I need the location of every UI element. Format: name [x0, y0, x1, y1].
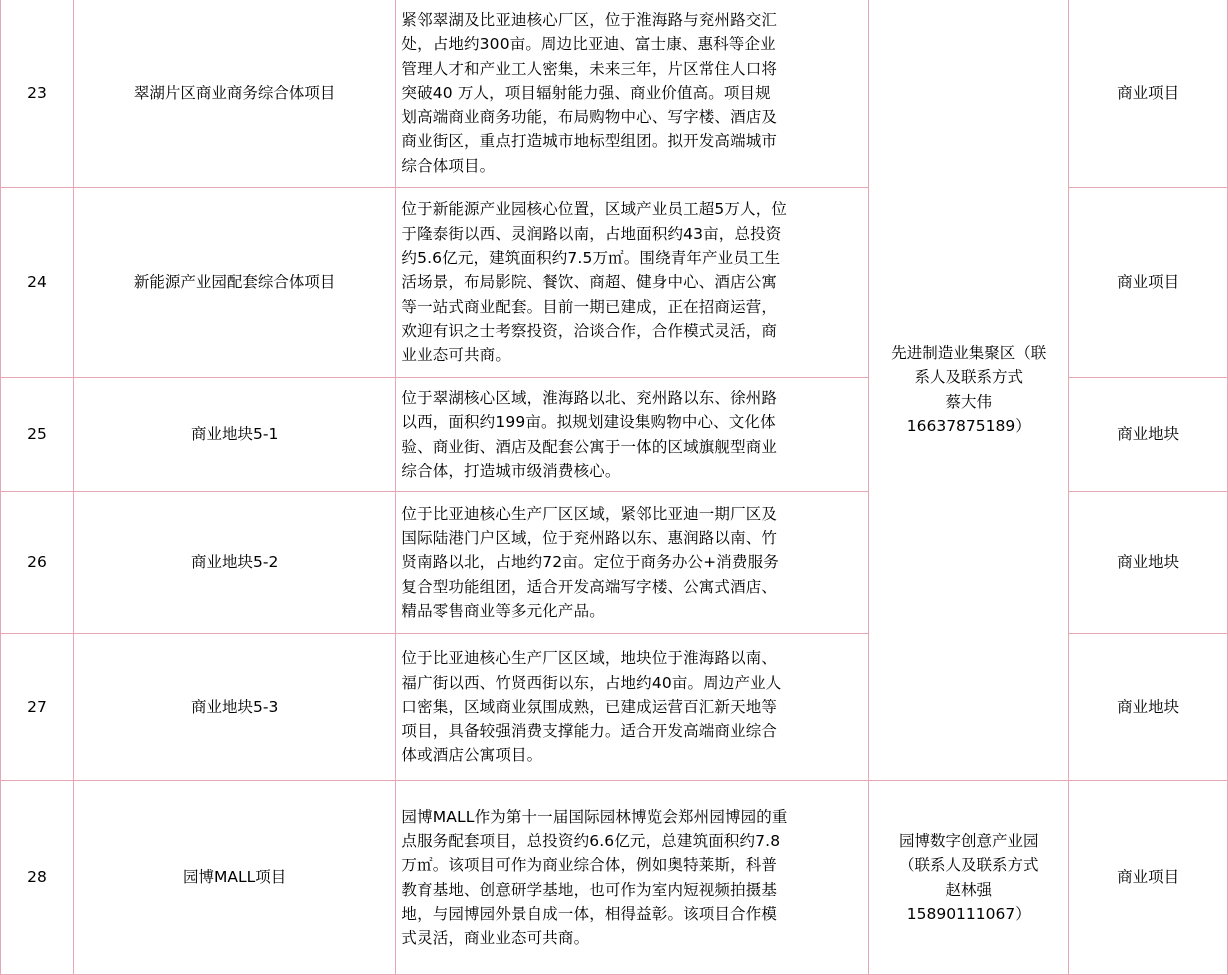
project-type: 商业地块 [1069, 492, 1228, 634]
project-type: 商业项目 [1069, 781, 1228, 975]
row-number: 28 [1, 781, 74, 975]
project-description: 位于翠湖核心区域，淮海路以北、兖州路以东、徐州路 以西，面积约199亩。拟规划建设集购物中心、文化体 验、商业街、酒店及配套公寓于一体的区域旗舰型商业 综合体，打造城市级消费核心。 [396, 378, 869, 492]
project-name: 园博MALL项目 [73, 781, 396, 975]
contact-cell: 园博数字创意产业园 （联系人及联系方式 赵林强 15890111067） [869, 781, 1069, 975]
row-number: 25 [1, 378, 74, 492]
project-name: 商业地块5-3 [73, 634, 396, 781]
project-description: 位于新能源产业园核心位置，区域产业员工超5万人，位 于隆泰街以西、灵润路以南，占地面积约43亩，总投资 约5.6亿元，建筑面积约7.5万㎡。围绕青年产业员工生 活场景，布局影院、餐饮、商超、健身中心、酒店公寓 等一站式商业配套。目前一期已建成，正在招商运营， 欢迎有识之士考察投资，洽谈合作，合作模式灵活，商 业业态可共商。 [396, 188, 869, 378]
project-description: 紧邻翠湖及比亚迪核心厂区，位于淮海路与兖州路交汇 处，占地约300亩。周边比亚迪、富士康、惠科等企业 管理人才和产业工人密集，未来三年，片区常住人口将 突破40 万人，项目辐射能力强、商业价值高。项目规 划高端商业商务功能，布局购物中心、写字楼、酒店及 商业街区，重点打造城市地标型组团。拟开发高端城市 综合体项目。 [396, 0, 869, 188]
project-name: 翠湖片区商业商务综合体项目 [73, 0, 396, 188]
table-row [1, 0, 1228, 188]
row-number: 24 [1, 188, 74, 378]
row-number: 27 [1, 634, 74, 781]
project-name: 商业地块5-2 [73, 492, 396, 634]
project-name: 商业地块5-1 [73, 378, 396, 492]
project-type: 商业项目 [1069, 188, 1228, 378]
project-type: 商业项目 [1069, 0, 1228, 188]
project-description: 位于比亚迪核心生产厂区区域，地块位于淮海路以南、 福广街以西、竹贤西街以东，占地约40亩。周边产业人 口密集，区域商业氛围成熟，已建成运营百汇新天地等 项目，具备较强消费支撑能力。适合开发高端商业综合 体或酒店公寓项目。 [396, 634, 869, 781]
row-number: 23 [1, 0, 74, 188]
project-description: 园博MALL作为第十一届国际园林博览会郑州园博园的重 点服务配套项目，总投资约6.6亿元，总建筑面积约7.8 万㎡。该项目可作为商业综合体，例如奥特莱斯，科普 教育基地、创意研学基地，也可作为室内短视频拍摄基 地，与园博园外景自成一体，相得益彰。该项目合作模 式灵活，商业业态可共商。 [396, 781, 869, 975]
project-description: 位于比亚迪核心生产厂区区域，紧邻比亚迪一期厂区及 国际陆港门户区域，位于兖州路以东、惠润路以南、竹 贤南路以北，占地约72亩。定位于商务办公+消费服务 复合型功能组团，适合开发高端写字楼、公寓式酒店、 精品零售商业等多元化产品。 [396, 492, 869, 634]
project-name: 新能源产业园配套综合体项目 [73, 188, 396, 378]
project-type: 商业地块 [1069, 634, 1228, 781]
project-type: 商业地块 [1069, 378, 1228, 492]
row-number: 26 [1, 492, 74, 634]
contact-cell: 先进制造业集聚区（联 系人及联系方式 蔡大伟 16637875189） [869, 0, 1069, 781]
table-row [1, 781, 1228, 975]
